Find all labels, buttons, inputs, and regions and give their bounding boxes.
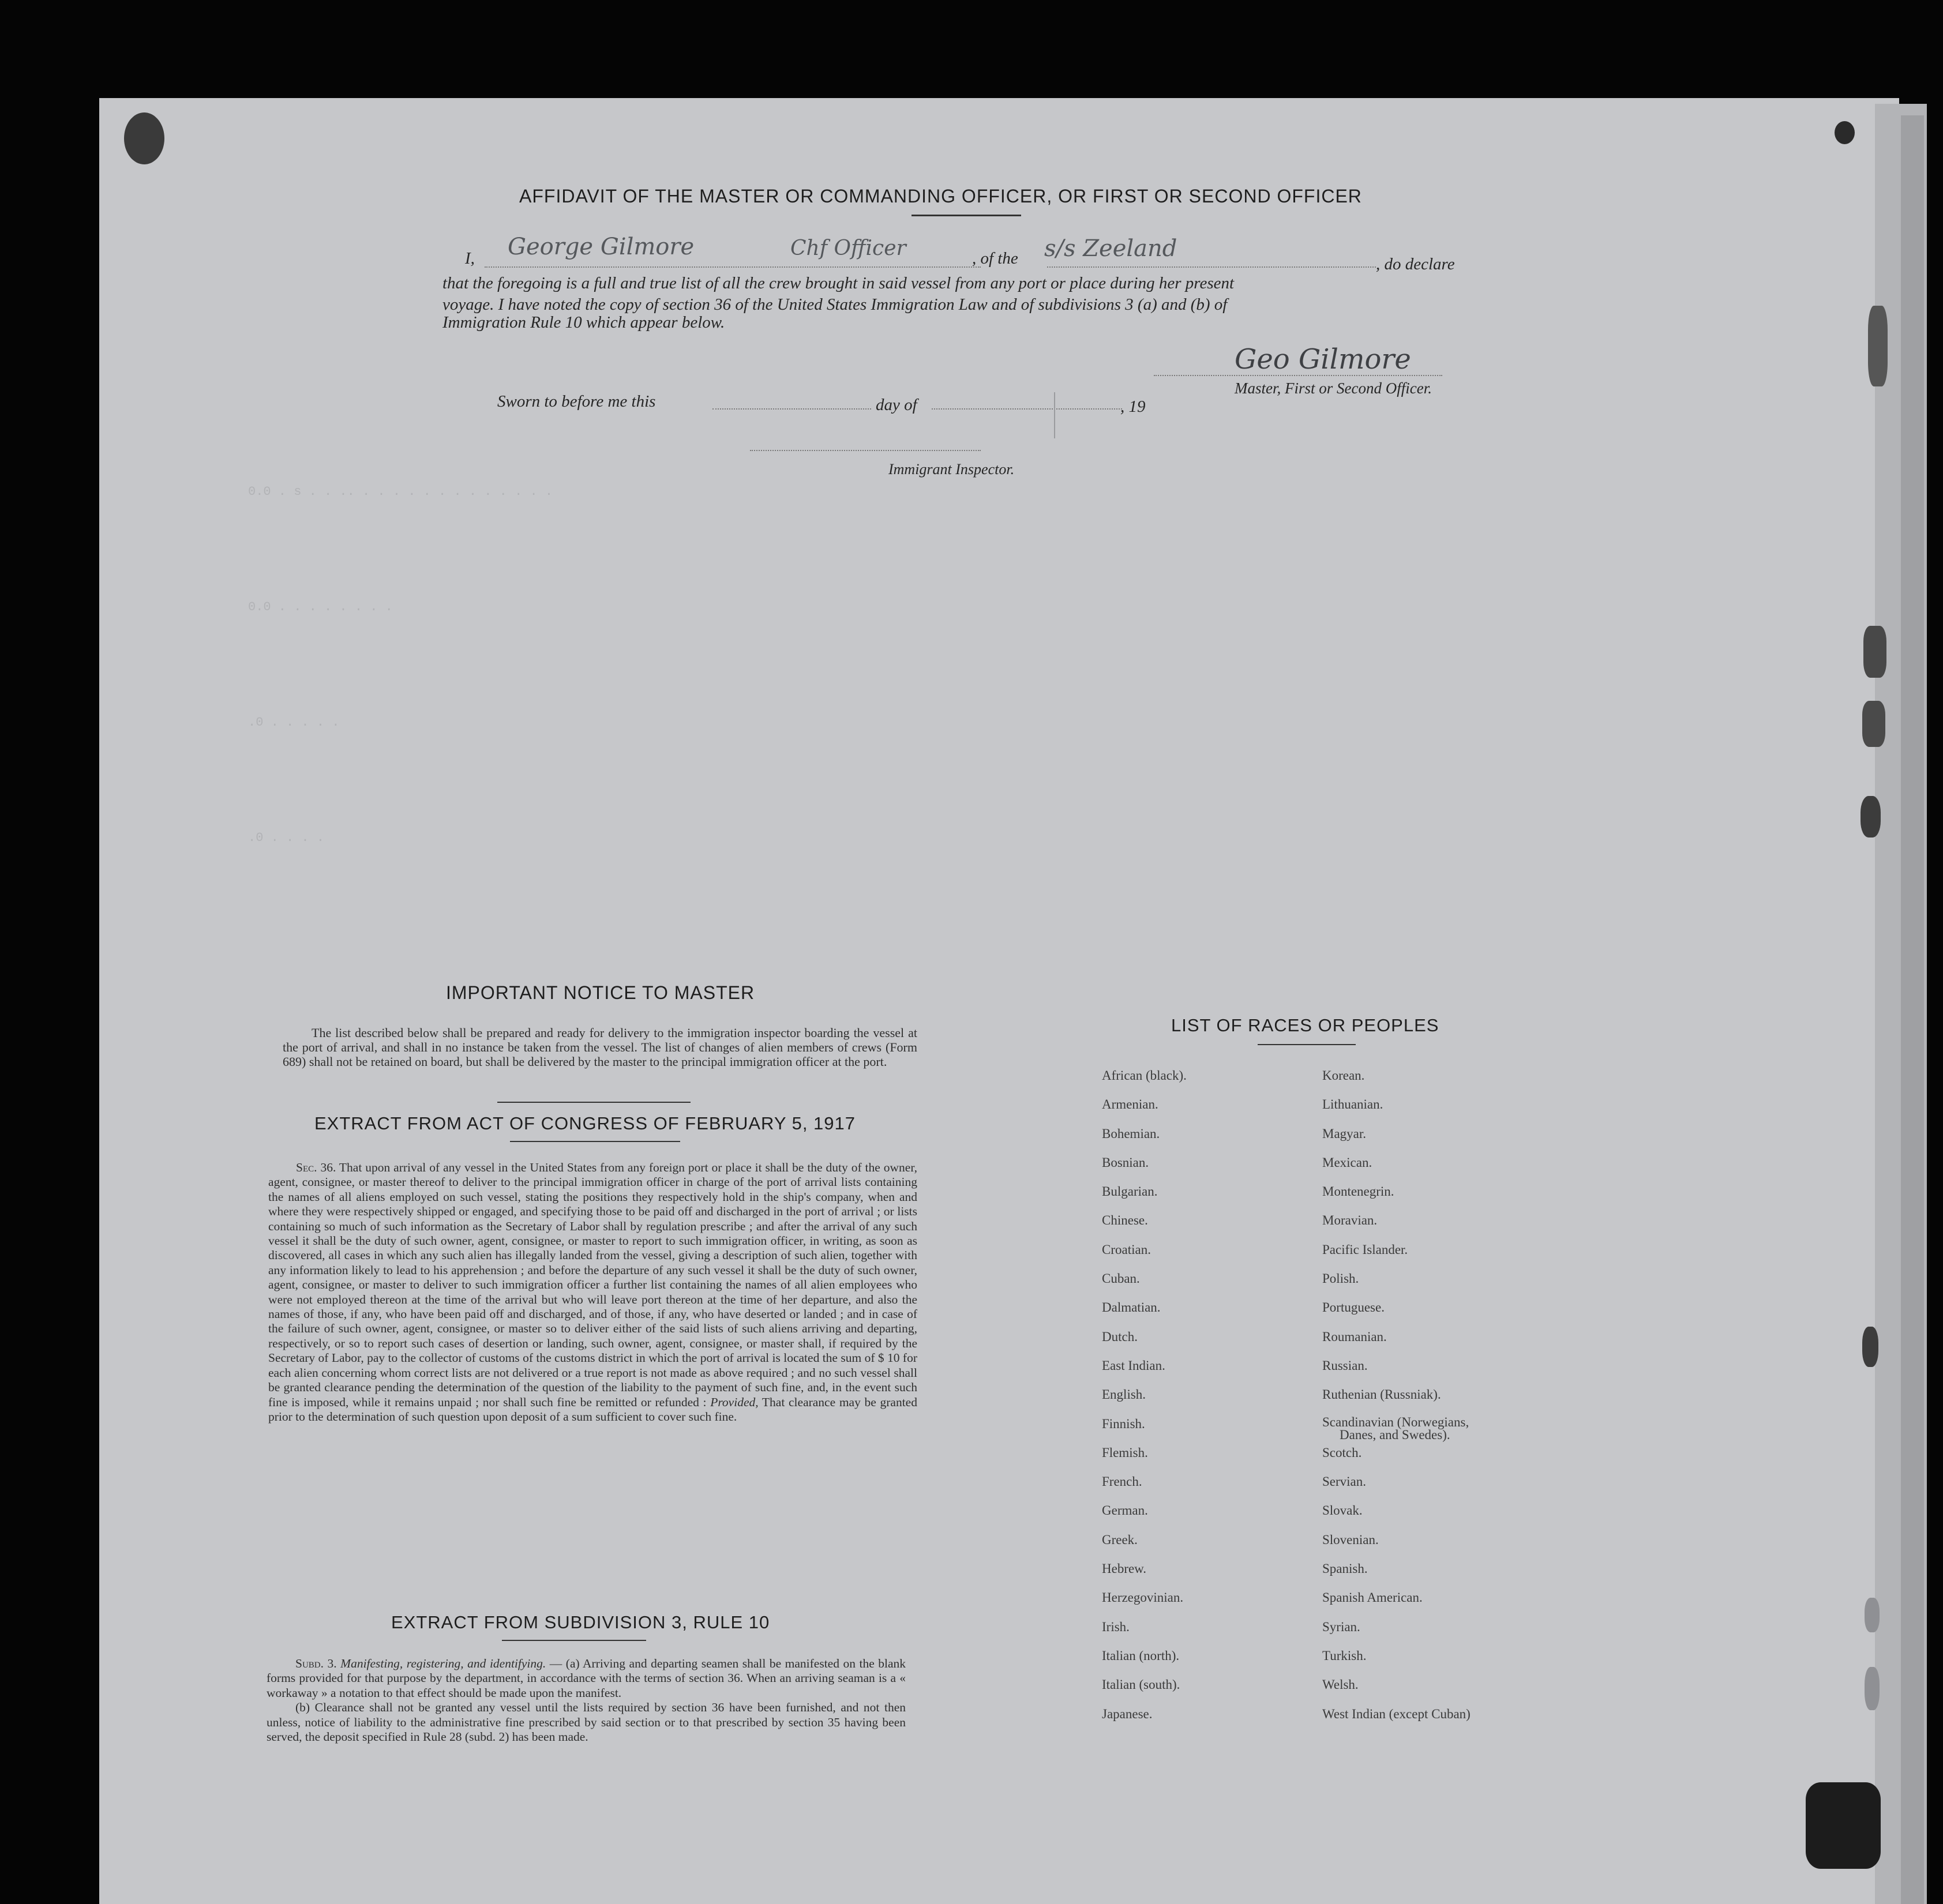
page-number-stamp [1868, 306, 1888, 386]
vessel-line [1047, 266, 1376, 268]
officer-name: George Gilmore [508, 234, 695, 260]
notice-rule [497, 1102, 691, 1103]
signature-line [1154, 375, 1442, 376]
affidavit-intro: I, [465, 249, 475, 268]
sworn-month-line [932, 408, 1122, 410]
officer-signature: Geo Gilmore [1235, 343, 1411, 375]
punch-hole [1861, 796, 1881, 838]
race-item: Japanese. [1102, 1706, 1153, 1721]
rule-para-a [267, 1657, 906, 1700]
act-section-text-end: That clearance may be granted prior to the determination of such question upon deposit of a sum sufficient to cover such fine. [268, 1395, 917, 1424]
title-rule [912, 215, 1021, 216]
race-item: Turkish. [1322, 1648, 1367, 1663]
race-item: Portuguese. [1322, 1300, 1385, 1315]
race-item: German. [1102, 1503, 1148, 1518]
folio-mark [1806, 1782, 1881, 1869]
of-the-label: , of the [972, 249, 1018, 268]
notice-title: IMPORTANT NOTICE TO MASTER [446, 982, 755, 1003]
race-item: Mexican. [1322, 1155, 1372, 1170]
race-item: English. [1102, 1387, 1146, 1402]
race-item: Slovenian. [1322, 1532, 1379, 1547]
race-item: Spanish American. [1322, 1590, 1423, 1605]
do-declare-label: , do declare [1376, 255, 1455, 273]
race-item: Bohemian. [1102, 1126, 1160, 1141]
sworn-day-label: day of [876, 396, 917, 414]
race-item: Moravian. [1322, 1213, 1378, 1228]
act-section-36 [268, 1161, 917, 1424]
race-item: Flemish. [1102, 1445, 1148, 1460]
race-item: Dalmatian. [1102, 1300, 1161, 1315]
affidavit-body-3: Immigration Rule 10 which appear below. [442, 313, 725, 332]
bleed-through: .0 . . . . . [248, 715, 340, 730]
punch-hole [1862, 1327, 1878, 1367]
race-item: Russian. [1322, 1358, 1368, 1373]
race-item: Greek. [1102, 1532, 1138, 1547]
race-item: East Indian. [1102, 1358, 1165, 1373]
race-item: Pacific Islander. [1322, 1242, 1408, 1257]
vessel-name: s/s Zeeland [1044, 235, 1177, 262]
affidavit-title: AFFIDAVIT OF THE MASTER OR COMMANDING OFFICER, OR FIRST OR SECOND OFFICER [519, 186, 1362, 206]
name-line [485, 266, 981, 268]
inspector-line [750, 450, 981, 451]
races-rule [1258, 1044, 1356, 1045]
officer-rank: Chf Officer [790, 236, 906, 260]
race-item: Bosnian. [1102, 1155, 1149, 1170]
affidavit-body-1: that the foregoing is a full and true list of all the crew brought in said vessel from any port or place during her present [442, 274, 1235, 292]
race-item: Cuban. [1102, 1271, 1140, 1286]
rule-subd-label: Subd. 3. [295, 1657, 337, 1670]
race-item: French. [1102, 1474, 1142, 1489]
race-item: Croatian. [1102, 1242, 1151, 1257]
affidavit-body-2: voyage. I have noted the copy of section 36 of the United States Immigration Law and of subdivisions 3 (a) and (b) of [442, 295, 1228, 314]
race-item [1322, 1413, 1471, 1441]
race-item: Herzegovinian. [1102, 1590, 1184, 1605]
page-number-stamp [1862, 701, 1885, 747]
race-item: Roumanian. [1322, 1329, 1387, 1344]
inspector-caption: Immigrant Inspector. [888, 461, 1015, 478]
race-item: Welsh. [1322, 1677, 1359, 1692]
bleed-through: 0.0 . s . . .. . . . . . . . . . . . . . [248, 485, 553, 499]
bleed-through: .0 . . . . [248, 831, 325, 845]
race-item-scandinavian: Scandinavian (Norwegians, [1322, 1414, 1469, 1429]
act-title: EXTRACT FROM ACT OF CONGRESS OF FEBRUARY 5, 1917 [314, 1113, 856, 1133]
races-right-column [1322, 1064, 1471, 1732]
race-item: Italian (south). [1102, 1677, 1180, 1692]
race-item: Armenian. [1102, 1097, 1158, 1112]
act-section-text: That upon arrival of any vessel in the United States from any foreign port or place it shall be the duty of the owner, agent, consignee, or master thereof to deliver to the principal immigration officer in charge of the port of arrival lists containing the names of all aliens employed on such vessel, stating the positions they respectively hold in the ship's company, when and where they were respectively shipped or engaged, and specifying those to be paid off and discharged in the port of arrival ; or lists containing so much of such information as the Secretary of Labor shall by regulation prescribe ; and after the arrival of any such vessel it shall be the duty of such owner, agent, consignee, or master to report to such immigration officer, in writing, as soon as discovered, all cases in which any such alien has illegally landed from the vessel, giving a description of such alien, together with any information likely to lead to his apprehension ; and before the departure of any such vessel it shall be the duty of such owner, agent, consignee, or master to deliver to such immigration officer a further list containing the names of all alien employees who were not employed thereon at the time of the arrival but who will leave port thereon at the time of her departure, and also the names of those, if any, who have been paid off and discharged, and of those, if any, who have deserted or landed ; and in case of the failure of such owner, agent, consignee, or master so to deliver either of the said lists of such aliens arriving and departing, respectively, or so to report such cases of desertion or landing, such owner, agent, consignee, or master shall, if required by the Secretary of Labor, pay to the collector of customs of the customs district in which the port of arrival is located the sum of $ 10 for each alien concerning whom correct lists are not delivered or a true report is not made as above required ; and no such vessel shall be granted clearance pending the determination of the question of the liability to the payment of such fine, and, in the event such fine is imposed, while it remains unpaid ; nor shall such fine be remitted or refunded : [268, 1161, 917, 1409]
race-item: Ruthenian (Russniak). [1322, 1387, 1441, 1402]
signature-caption: Master, First or Second Officer. [1235, 380, 1432, 397]
race-item: West Indian (except Cuban) [1322, 1706, 1471, 1721]
race-item: Slovak. [1322, 1503, 1363, 1518]
rule-para-b: (b) Clearance shall not be granted any vessel until the lists required by section 36 have been furnished, and not then unless, notice of liability to the administrative fine prescribed by said section or to that prescribed by section 35 having been served, the deposit specified in Rule 28 (subd. 2) has been made. [267, 1700, 906, 1744]
race-item: Dutch. [1102, 1329, 1138, 1344]
race-item: Chinese. [1102, 1213, 1148, 1228]
race-item: Korean. [1322, 1068, 1365, 1083]
race-item: Montenegrin. [1322, 1184, 1394, 1199]
race-item: Irish. [1102, 1619, 1130, 1634]
punch-hole [1865, 1667, 1880, 1710]
race-item: Servian. [1322, 1474, 1367, 1489]
sworn-prefix: Sworn to before me this [497, 392, 656, 411]
race-item: Bulgarian. [1102, 1184, 1158, 1199]
ink-blot [124, 112, 164, 164]
binding-mark [1835, 121, 1855, 144]
rule-subd-heading: Manifesting, registering, and identifying. [340, 1657, 546, 1670]
races-title: LIST OF RACES OR PEOPLES [1171, 1015, 1439, 1035]
race-item: Lithuanian. [1322, 1097, 1383, 1112]
race-item: Finnish. [1102, 1416, 1145, 1431]
races-left-column [1102, 1064, 1187, 1732]
race-item: Syrian. [1322, 1619, 1360, 1634]
sworn-year: , 19 [1120, 397, 1146, 416]
race-item: Italian (north). [1102, 1648, 1180, 1663]
rule-title: EXTRACT FROM SUBDIVISION 3, RULE 10 [391, 1612, 770, 1632]
race-item: Scotch. [1322, 1445, 1362, 1460]
race-item: African (black). [1102, 1068, 1187, 1083]
punch-hole [1865, 1598, 1880, 1632]
act-provided-label: Provided, [710, 1395, 759, 1409]
race-item: Hebrew. [1102, 1561, 1147, 1576]
rule-title-rule [502, 1640, 646, 1641]
notice-text: The list described below shall be prepared and ready for delivery to the immigration inspector boarding the vessel at the port of arrival, and shall in no instance be taken from the vessel. The list of changes of alien members of crews (Form 689) shall not be retained on board, but shall be delivered by the master to the principal immigration officer at the port. [283, 1026, 917, 1069]
act-rule [510, 1141, 680, 1142]
rule-para-a-text: — (a) Arriving and departing seamen shall be manifested on the blank forms provided for that purpose by the department, in accordance with the terms of section 36. When an arriving seaman is a « workaway » a notation to that effect should be made upon the manifest. [267, 1657, 906, 1700]
rule-subd-3 [267, 1657, 906, 1744]
race-item: Spanish. [1322, 1561, 1368, 1576]
race-item: Magyar. [1322, 1126, 1367, 1141]
document-page [99, 98, 1899, 1904]
act-section-label: Sec. 36. [296, 1161, 336, 1174]
page-number-stamp [1863, 626, 1886, 678]
form-fold-line [1054, 392, 1055, 438]
paper-edge-shadow [1901, 115, 1924, 1904]
sworn-day-line [712, 408, 871, 410]
bleed-through: 0.0 . . . . . . . . [248, 600, 393, 614]
race-item: Polish. [1322, 1271, 1359, 1286]
race-item-scandinavian-cont: Danes, and Swedes). [1340, 1427, 1450, 1442]
